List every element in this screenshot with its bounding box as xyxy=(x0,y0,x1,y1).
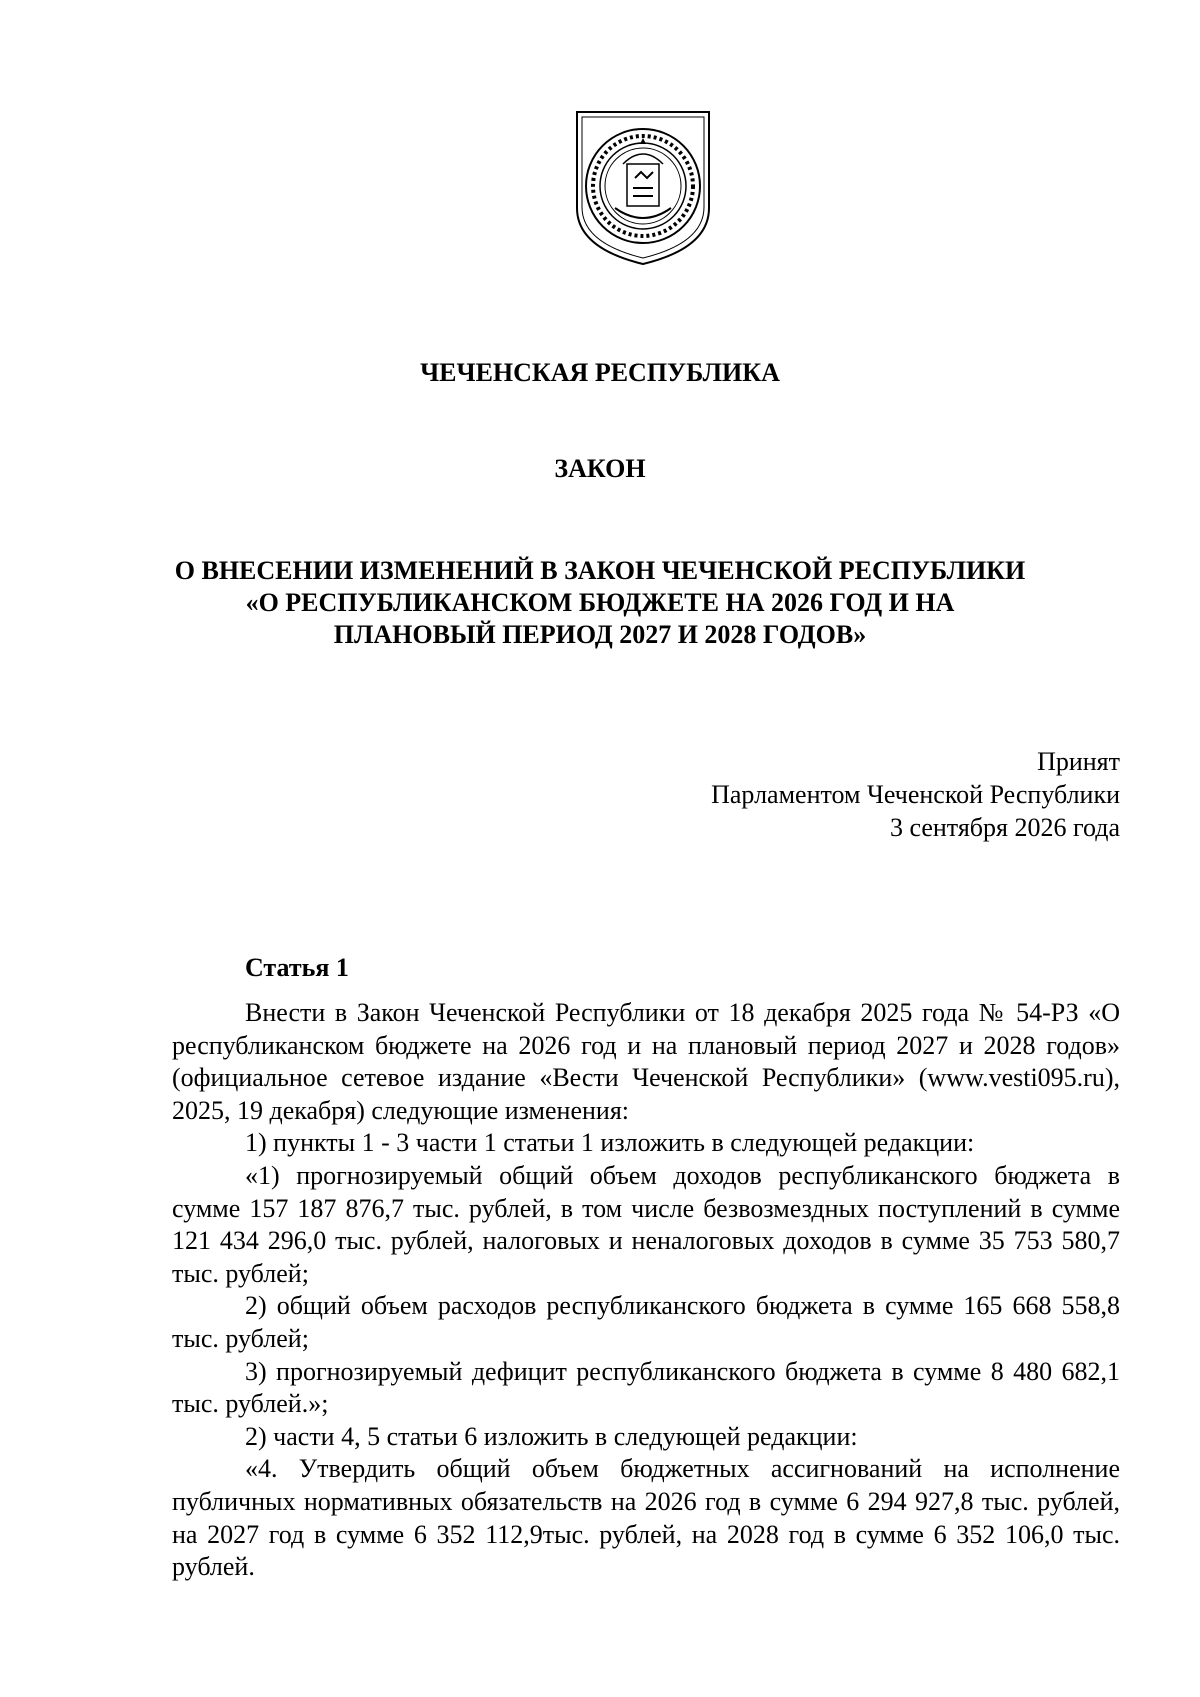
republic-name: ЧЕЧЕНСКАЯ РЕСПУБЛИКА xyxy=(420,358,780,387)
article-paragraph: Внести в Закон Чеченской Республики от 18 декабря 2025 года № 54-РЗ «О республиканском бюджете на 2026 год и на плановый период 2027 и 2028 годов» (официальное сетевое издание «Вести Чеченской Республики» (www.vesti095.ru), 2025, 19 декабря) следующие изменения: xyxy=(172,998,1120,1125)
article-heading: Статья 1 xyxy=(245,953,349,982)
adoption-line: Парламентом Чеченской Республики xyxy=(711,780,1120,809)
article-paragraph: «1) прогнозируемый общий объем доходов республиканского бюджета в сумме 157 187 876,7 тыс. рублей, в том числе безвозмездных поступлений в сумме 121 434 296,0 тыс. рублей, налоговых и неналоговых доходов в сумме 35 753 580,7 тыс. рублей; xyxy=(172,1160,1120,1288)
title-line: О ВНЕСЕНИИ ИЗМЕНЕНИЙ В ЗАКОН ЧЕЧЕНСКОЙ РЕСПУБЛИКИ xyxy=(174,556,1026,585)
article-paragraph: «4. Утвердить общий объем бюджетных ассигнований на исполнение публичных нормативных обязательств на 2026 год в сумме 6 294 927,8 тыс. рублей, на 2027 год в сумме 6 352 112,9тыс. рублей, на 2028 год в сумме 6 352 106,0 тыс. рублей. xyxy=(172,1454,1120,1582)
title-line: ПЛАНОВЫЙ ПЕРИОД 2027 И 2028 ГОДОВ» xyxy=(333,620,867,649)
coat-of-arms-icon xyxy=(573,108,713,268)
document-title xyxy=(0,555,1200,651)
adoption-line: Принят xyxy=(1037,747,1120,776)
article-paragraph: 2) общий объем расходов республиканского бюджета в сумме 165 668 558,8 тыс. рублей; xyxy=(172,1291,1120,1353)
article-paragraph: 3) прогнозируемый дефицит республиканского бюджета в сумме 8 480 682,1 тыс. рублей.»; xyxy=(172,1356,1120,1419)
adoption-date: 3 сентября 2026 года xyxy=(889,813,1120,842)
document-type: ЗАКОН xyxy=(554,454,646,483)
article-body xyxy=(172,997,1120,1584)
article-paragraph: 1) пункты 1 - 3 части 1 статьи 1 изложить в следующей редакции: xyxy=(245,1128,975,1158)
title-line: «О РЕСПУБЛИКАНСКОМ БЮДЖЕТЕ НА 2026 ГОД И НА xyxy=(245,588,955,617)
article-paragraph: 2) части 4, 5 статьи 6 изложить в следующей редакции: xyxy=(245,1421,858,1451)
adoption-block xyxy=(711,745,1120,844)
